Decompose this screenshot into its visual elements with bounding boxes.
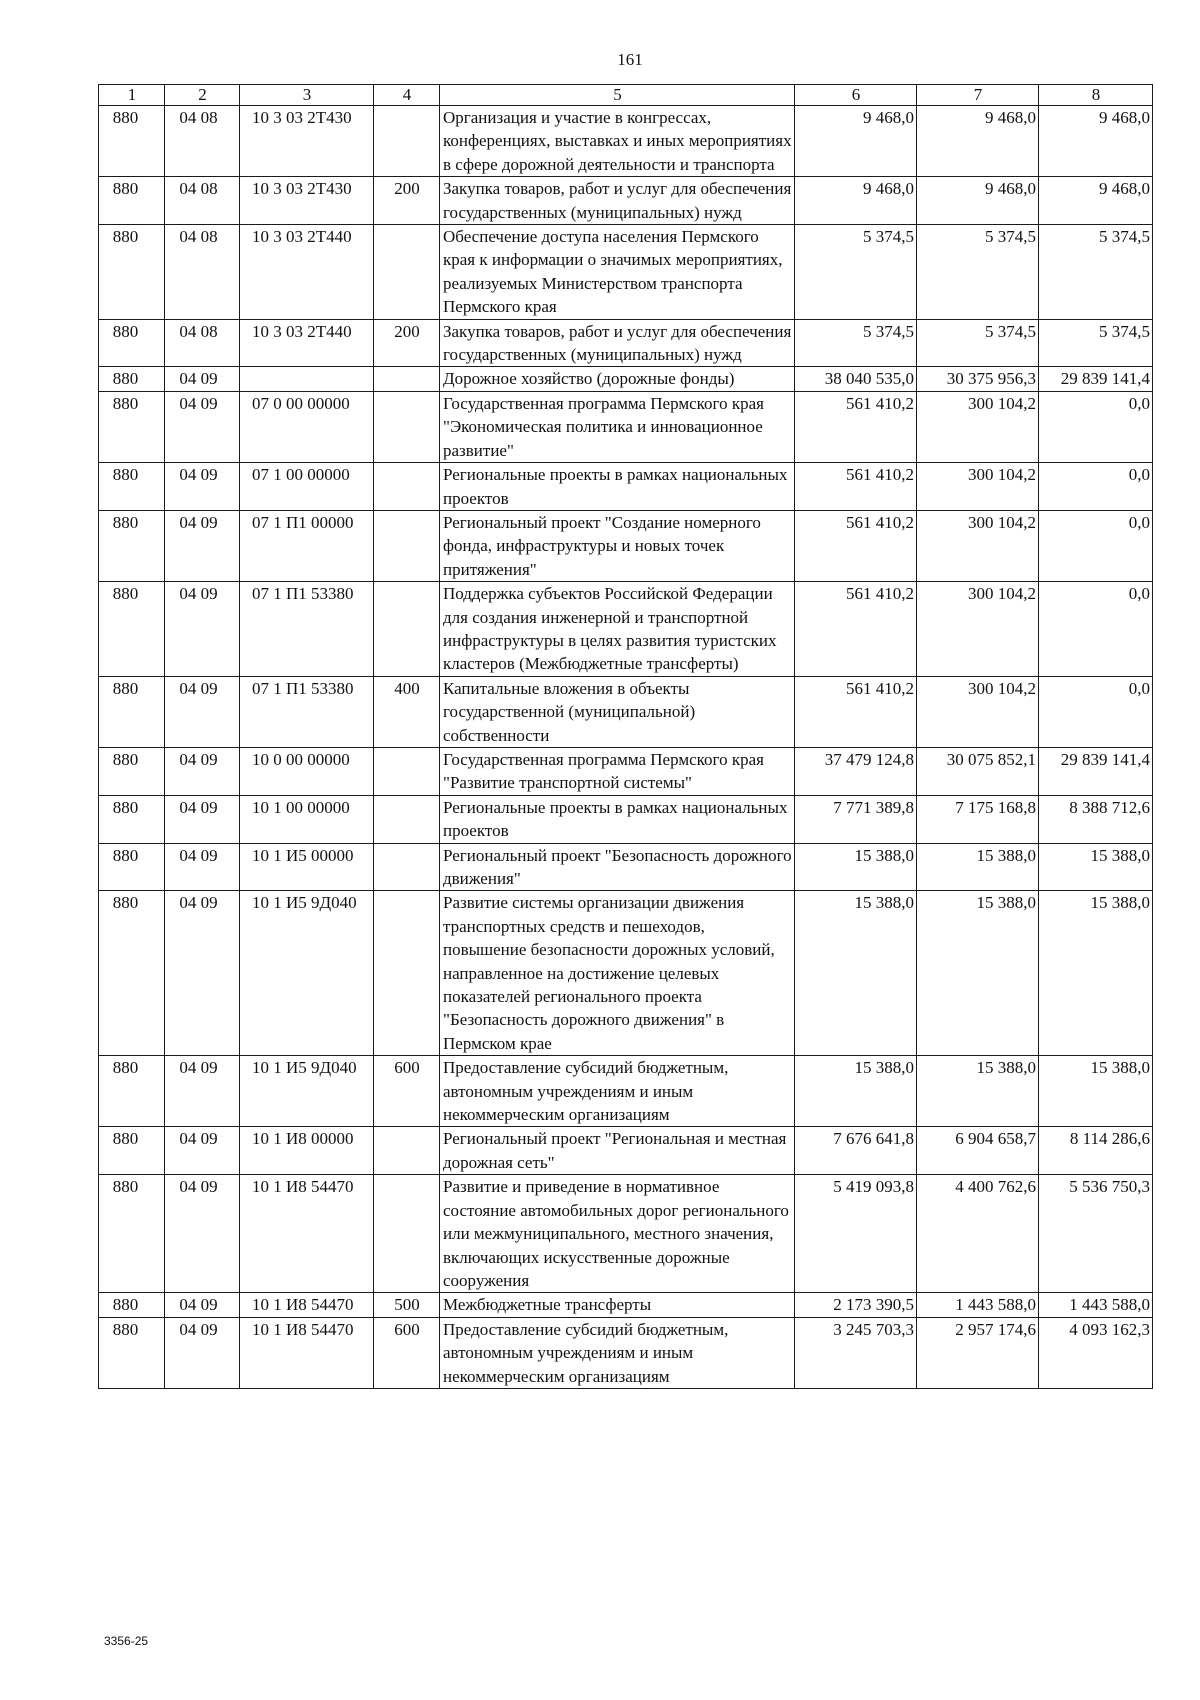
cell-section-code: 04 08 [165, 225, 240, 320]
cell-target-article: 07 0 00 00000 [240, 391, 374, 462]
cell-ministry-code: 880 [99, 795, 165, 843]
cell-ministry-code: 880 [99, 391, 165, 462]
cell-amount-col6: 561 410,2 [795, 582, 917, 677]
cell-section-code: 04 09 [165, 367, 240, 391]
cell-section-code: 04 09 [165, 510, 240, 581]
cell-amount-col8: 9 468,0 [1039, 106, 1153, 177]
cell-amount-col8: 29 839 141,4 [1039, 747, 1153, 795]
cell-expense-type [374, 463, 440, 511]
cell-amount-col8: 0,0 [1039, 676, 1153, 747]
table-row [99, 1293, 1153, 1317]
cell-section-code: 04 09 [165, 747, 240, 795]
cell-target-article: 10 3 03 2Т430 [240, 106, 374, 177]
cell-amount-col8: 0,0 [1039, 463, 1153, 511]
cell-amount-col7: 1 443 588,0 [917, 1293, 1039, 1317]
cell-target-article: 10 3 03 2Т440 [240, 225, 374, 320]
cell-target-article: 10 1 И8 54470 [240, 1175, 374, 1293]
column-header-2: 2 [165, 85, 240, 106]
cell-target-article: 10 1 И5 00000 [240, 843, 374, 891]
cell-section-code: 04 08 [165, 177, 240, 225]
cell-description: Региональный проект "Создание номерного фонда, инфраструктуры и новых точек притяжения" [440, 510, 795, 581]
cell-section-code: 04 09 [165, 676, 240, 747]
column-header-8: 8 [1039, 85, 1153, 106]
cell-ministry-code: 880 [99, 177, 165, 225]
page-number: 161 [617, 50, 643, 69]
cell-section-code: 04 09 [165, 582, 240, 677]
cell-target-article: 10 1 И8 54470 [240, 1293, 374, 1317]
cell-amount-col6: 2 173 390,5 [795, 1293, 917, 1317]
cell-expense-type: 600 [374, 1317, 440, 1388]
cell-expense-type: 200 [374, 319, 440, 367]
cell-amount-col7: 2 957 174,6 [917, 1317, 1039, 1388]
document-code: 3356-25 [104, 1634, 149, 1648]
cell-ministry-code: 880 [99, 319, 165, 367]
cell-amount-col7: 300 104,2 [917, 391, 1039, 462]
cell-expense-type [374, 367, 440, 391]
cell-target-article [240, 367, 374, 391]
cell-expense-type: 500 [374, 1293, 440, 1317]
column-header-4: 4 [374, 85, 440, 106]
cell-target-article: 07 1 П1 00000 [240, 510, 374, 581]
cell-amount-col7: 300 104,2 [917, 582, 1039, 677]
cell-amount-col6: 561 410,2 [795, 676, 917, 747]
cell-amount-col6: 7 771 389,8 [795, 795, 917, 843]
cell-ministry-code: 880 [99, 367, 165, 391]
cell-section-code: 04 08 [165, 319, 240, 367]
table-row [99, 582, 1153, 677]
header-row [99, 85, 1153, 106]
cell-description: Региональный проект "Безопасность дорожного движения" [440, 843, 795, 891]
cell-description: Обеспечение доступа населения Пермского края к информации о значимых мероприятиях, реализуемых Министерством транспорта Пермского края [440, 225, 795, 320]
cell-amount-col6: 37 479 124,8 [795, 747, 917, 795]
cell-expense-type: 600 [374, 1056, 440, 1127]
cell-amount-col7: 7 175 168,8 [917, 795, 1039, 843]
cell-amount-col8: 0,0 [1039, 391, 1153, 462]
cell-amount-col6: 15 388,0 [795, 843, 917, 891]
cell-ministry-code: 880 [99, 843, 165, 891]
cell-ministry-code: 880 [99, 225, 165, 320]
table-body [99, 106, 1153, 1389]
cell-amount-col8: 15 388,0 [1039, 891, 1153, 1056]
table-row [99, 177, 1153, 225]
cell-section-code: 04 09 [165, 1056, 240, 1127]
cell-target-article: 10 1 И8 00000 [240, 1127, 374, 1175]
cell-expense-type [374, 582, 440, 677]
cell-expense-type [374, 843, 440, 891]
cell-amount-col8: 1 443 588,0 [1039, 1293, 1153, 1317]
cell-ministry-code: 880 [99, 1317, 165, 1388]
cell-amount-col6: 5 374,5 [795, 319, 917, 367]
cell-amount-col6: 3 245 703,3 [795, 1317, 917, 1388]
cell-amount-col6: 15 388,0 [795, 891, 917, 1056]
cell-description: Региональные проекты в рамках национальных проектов [440, 463, 795, 511]
cell-amount-col8: 15 388,0 [1039, 1056, 1153, 1127]
table-row [99, 676, 1153, 747]
cell-amount-col8: 8 388 712,6 [1039, 795, 1153, 843]
cell-target-article: 10 1 И5 9Д040 [240, 891, 374, 1056]
cell-amount-col7: 300 104,2 [917, 463, 1039, 511]
cell-ministry-code: 880 [99, 1056, 165, 1127]
cell-expense-type: 400 [374, 676, 440, 747]
cell-amount-col8: 9 468,0 [1039, 177, 1153, 225]
table-row [99, 463, 1153, 511]
cell-ministry-code: 880 [99, 1127, 165, 1175]
cell-amount-col7: 5 374,5 [917, 319, 1039, 367]
cell-amount-col6: 5 419 093,8 [795, 1175, 917, 1293]
cell-expense-type [374, 795, 440, 843]
column-header-5: 5 [440, 85, 795, 106]
table-row [99, 1056, 1153, 1127]
cell-expense-type [374, 510, 440, 581]
table-row [99, 106, 1153, 177]
cell-target-article: 07 1 00 00000 [240, 463, 374, 511]
cell-section-code: 04 09 [165, 391, 240, 462]
table-row [99, 1175, 1153, 1293]
cell-ministry-code: 880 [99, 747, 165, 795]
table-header [99, 85, 1153, 106]
table-row [99, 225, 1153, 320]
table-row [99, 367, 1153, 391]
table-row [99, 795, 1153, 843]
table-row [99, 319, 1153, 367]
cell-amount-col8: 0,0 [1039, 582, 1153, 677]
cell-section-code: 04 09 [165, 1317, 240, 1388]
cell-amount-col6: 561 410,2 [795, 463, 917, 511]
cell-amount-col7: 5 374,5 [917, 225, 1039, 320]
cell-amount-col8: 5 374,5 [1039, 319, 1153, 367]
cell-amount-col6: 9 468,0 [795, 177, 917, 225]
cell-target-article: 10 3 03 2Т430 [240, 177, 374, 225]
cell-description: Предоставление субсидий бюджетным, автономным учреждениям и иным некоммерческим организациям [440, 1317, 795, 1388]
cell-amount-col7: 4 400 762,6 [917, 1175, 1039, 1293]
cell-amount-col8: 8 114 286,6 [1039, 1127, 1153, 1175]
cell-amount-col8: 29 839 141,4 [1039, 367, 1153, 391]
cell-ministry-code: 880 [99, 1293, 165, 1317]
cell-description: Предоставление субсидий бюджетным, автономным учреждениям и иным некоммерческим организациям [440, 1056, 795, 1127]
cell-amount-col6: 9 468,0 [795, 106, 917, 177]
cell-amount-col7: 30 075 852,1 [917, 747, 1039, 795]
cell-ministry-code: 880 [99, 891, 165, 1056]
table-row [99, 843, 1153, 891]
cell-amount-col7: 9 468,0 [917, 106, 1039, 177]
budget-table [98, 84, 1153, 1389]
cell-section-code: 04 09 [165, 1175, 240, 1293]
cell-target-article: 10 1 И5 9Д040 [240, 1056, 374, 1127]
cell-description: Региональный проект "Региональная и местная дорожная сеть" [440, 1127, 795, 1175]
cell-description: Капитальные вложения в объекты государственной (муниципальной) собственности [440, 676, 795, 747]
cell-section-code: 04 09 [165, 463, 240, 511]
table-row [99, 891, 1153, 1056]
cell-amount-col6: 15 388,0 [795, 1056, 917, 1127]
cell-expense-type [374, 1175, 440, 1293]
cell-amount-col6: 561 410,2 [795, 391, 917, 462]
cell-description: Региональные проекты в рамках национальных проектов [440, 795, 795, 843]
cell-description: Государственная программа Пермского края "Экономическая политика и инновационное развитие" [440, 391, 795, 462]
cell-target-article: 10 3 03 2Т440 [240, 319, 374, 367]
table-row [99, 1317, 1153, 1388]
cell-amount-col7: 15 388,0 [917, 843, 1039, 891]
cell-description: Государственная программа Пермского края "Развитие транспортной системы" [440, 747, 795, 795]
column-header-3: 3 [240, 85, 374, 106]
cell-description: Организация и участие в конгрессах, конференциях, выставках и иных мероприятиях в сфере дорожной деятельности и транспорта [440, 106, 795, 177]
cell-target-article: 07 1 П1 53380 [240, 676, 374, 747]
cell-ministry-code: 880 [99, 582, 165, 677]
cell-section-code: 04 09 [165, 1293, 240, 1317]
cell-amount-col8: 5 374,5 [1039, 225, 1153, 320]
cell-ministry-code: 880 [99, 510, 165, 581]
cell-target-article: 07 1 П1 53380 [240, 582, 374, 677]
cell-description: Развитие и приведение в нормативное состояние автомобильных дорог регионального или межмуниципального, местного значения, включающих искусственные дорожные сооружения [440, 1175, 795, 1293]
cell-section-code: 04 09 [165, 891, 240, 1056]
cell-section-code: 04 09 [165, 795, 240, 843]
cell-amount-col8: 0,0 [1039, 510, 1153, 581]
cell-expense-type [374, 891, 440, 1056]
cell-ministry-code: 880 [99, 1175, 165, 1293]
table-row [99, 391, 1153, 462]
cell-amount-col6: 561 410,2 [795, 510, 917, 581]
cell-amount-col6: 38 040 535,0 [795, 367, 917, 391]
cell-target-article: 10 1 И8 54470 [240, 1317, 374, 1388]
cell-amount-col8: 15 388,0 [1039, 843, 1153, 891]
cell-section-code: 04 09 [165, 1127, 240, 1175]
cell-target-article: 10 1 00 00000 [240, 795, 374, 843]
cell-description: Поддержка субъектов Российской Федерации для создания инженерной и транспортной инфраструктуры в целях развития туристских кластеров (Межбюджетные трансферты) [440, 582, 795, 677]
cell-target-article: 10 0 00 00000 [240, 747, 374, 795]
table-row [99, 747, 1153, 795]
cell-section-code: 04 09 [165, 843, 240, 891]
cell-amount-col7: 300 104,2 [917, 510, 1039, 581]
cell-amount-col6: 5 374,5 [795, 225, 917, 320]
cell-ministry-code: 880 [99, 106, 165, 177]
table-row [99, 510, 1153, 581]
cell-description: Закупка товаров, работ и услуг для обеспечения государственных (муниципальных) нужд [440, 319, 795, 367]
cell-amount-col7: 15 388,0 [917, 891, 1039, 1056]
cell-expense-type: 200 [374, 177, 440, 225]
cell-expense-type [374, 225, 440, 320]
cell-expense-type [374, 747, 440, 795]
cell-description: Межбюджетные трансферты [440, 1293, 795, 1317]
cell-amount-col7: 300 104,2 [917, 676, 1039, 747]
cell-expense-type [374, 391, 440, 462]
table-row [99, 1127, 1153, 1175]
cell-expense-type [374, 106, 440, 177]
column-header-1: 1 [99, 85, 165, 106]
cell-description: Дорожное хозяйство (дорожные фонды) [440, 367, 795, 391]
cell-amount-col6: 7 676 641,8 [795, 1127, 917, 1175]
cell-amount-col7: 30 375 956,3 [917, 367, 1039, 391]
cell-section-code: 04 08 [165, 106, 240, 177]
cell-ministry-code: 880 [99, 463, 165, 511]
cell-amount-col7: 9 468,0 [917, 177, 1039, 225]
cell-amount-col8: 4 093 162,3 [1039, 1317, 1153, 1388]
cell-amount-col8: 5 536 750,3 [1039, 1175, 1153, 1293]
cell-description: Развитие системы организации движения транспортных средств и пешеходов, повышение безопасности дорожных условий, направленное на достижение целевых показателей регионального проекта "Безопасность дорожного движения" в Пермском крае [440, 891, 795, 1056]
cell-description: Закупка товаров, работ и услуг для обеспечения государственных (муниципальных) нужд [440, 177, 795, 225]
cell-ministry-code: 880 [99, 676, 165, 747]
cell-expense-type [374, 1127, 440, 1175]
cell-amount-col7: 15 388,0 [917, 1056, 1039, 1127]
column-header-6: 6 [795, 85, 917, 106]
cell-amount-col7: 6 904 658,7 [917, 1127, 1039, 1175]
column-header-7: 7 [917, 85, 1039, 106]
